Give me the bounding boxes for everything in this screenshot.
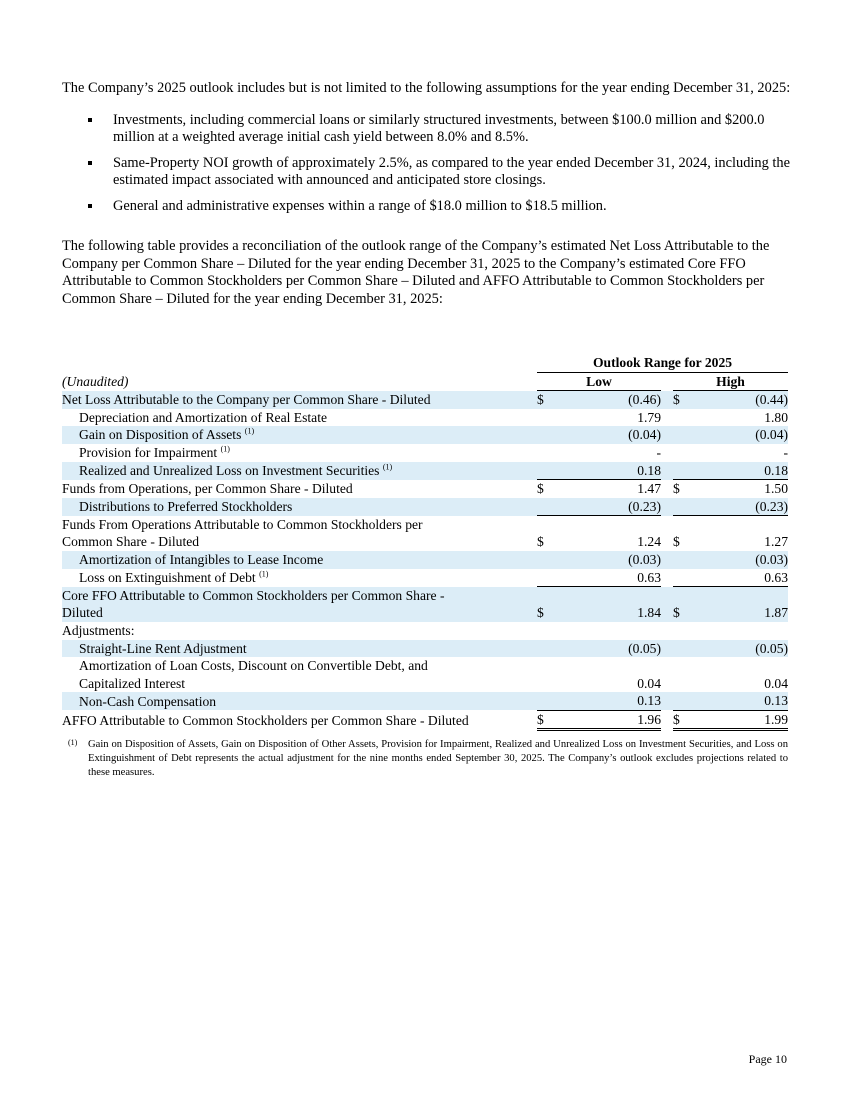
bullet-icon [88, 161, 92, 165]
bullet-icon [88, 204, 92, 208]
table-header-row [62, 372, 788, 391]
low-column-header: Low [537, 372, 661, 391]
intro-paragraph: The Company’s 2025 outlook includes but is not limited to the following assumptions for the year ending December 31, 2025: [62, 80, 791, 96]
table-row: Amortization of Loan Costs, Discount on Convertible Debt, and Capitalized Interest 0.04 0.04 [79, 658, 789, 691]
bullet-icon [88, 118, 92, 122]
reconciliation-table [62, 354, 788, 731]
table-header-row [62, 354, 788, 372]
list-item: Investments, including commercial loans or similarly structured investments, between $100.0 million and $200.0 million at a weighted average initial cash yield between 8.0% and 8.5%. [62, 112, 800, 147]
unaudited-label: (Unaudited) [62, 374, 129, 390]
footnote-text: Gain on Disposition of Assets, Gain on Disposition of Other Assets, Provision for Impairment, Realized and Unrealized Loss on Investment Securities, and Loss on Extinguishment of Debt represents the actual adjustment for the nine months ended September 30, 2025. The Company’s outlook excludes projections related to these measures. [88, 739, 788, 778]
table-row: Distributions to Preferred Stockholders (0.23) (0.23) [62, 498, 788, 516]
table-row: Adjustments: [62, 622, 135, 638]
list-item: Same-Property NOI growth of approximately 2.5%, as compared to the year ended December 31, 2024, including the estimated impact associated with announced and anticipated store closings. [62, 155, 800, 190]
high-column-header: High [673, 372, 788, 391]
footnote [68, 738, 788, 780]
table-row: Net Loss Attributable to the Company per Common Share - Diluted $ (0.46) $ (0.44) [62, 392, 789, 408]
table-row: Provision for Impairment $^{(1)}$ - - [79, 444, 789, 460]
outlook-range-header: Outlook Range for 2025 [537, 354, 788, 372]
page-number: Page 10 [748, 1052, 787, 1066]
table-row: Funds From Operations Attributable to Common Stockholders per Common Share - Diluted $ 1.24 $ 1.27 [62, 516, 789, 550]
table-row: Realized and Unrealized Loss on Investment Securities $^{(1)}$ 0.18 0.18 [62, 462, 788, 480]
table-row: Amortization of Intangibles to Lease Income (0.03) (0.03) [62, 551, 788, 569]
table-row: Non-Cash Compensation 0.13 0.13 [62, 692, 788, 710]
table-row: Funds from Operations, per Common Share - Diluted $ 1.47 $ 1.50 [62, 481, 789, 497]
table-row: Gain on Disposition of Assets $^{(1)}$ (0.04) (0.04) [62, 426, 788, 444]
list-item: General and administrative expenses within a range of $18.0 million to $18.5 million. [62, 198, 800, 216]
table-row: Core FFO Attributable to Common Stockholders per Common Share - Diluted $ 1.84 $ 1.87 [62, 587, 789, 621]
reconciliation-intro: The following table provides a reconciliation of the outlook range of the Company’s estimated Net Loss Attributable to the Company per Common Share – Diluted for the year ending December 31, 2025 to the Company’s estimated Core FFO Attributable to Common Stockholders per Common Share – Diluted and AFFO Attributable to Common Stockholders per Common Share – Diluted for the year ending December 31, 2025: [62, 238, 770, 307]
footnote-marker: (1) [68, 738, 78, 747]
outlook-text [62, 80, 800, 308]
assumption-list [62, 112, 800, 216]
table-row: AFFO Attributable to Common Stockholders per Common Share - Diluted $ 1.96 $ 1.99 [62, 711, 789, 729]
table-row: Straight-Line Rent Adjustment (0.05) (0.05) [62, 640, 788, 658]
table-row: Depreciation and Amortization of Real Estate 1.79 1.80 [79, 409, 789, 425]
table-row: Loss on Extinguishment of Debt $^{(1)}$ 0.63 0.63 [79, 569, 789, 586]
